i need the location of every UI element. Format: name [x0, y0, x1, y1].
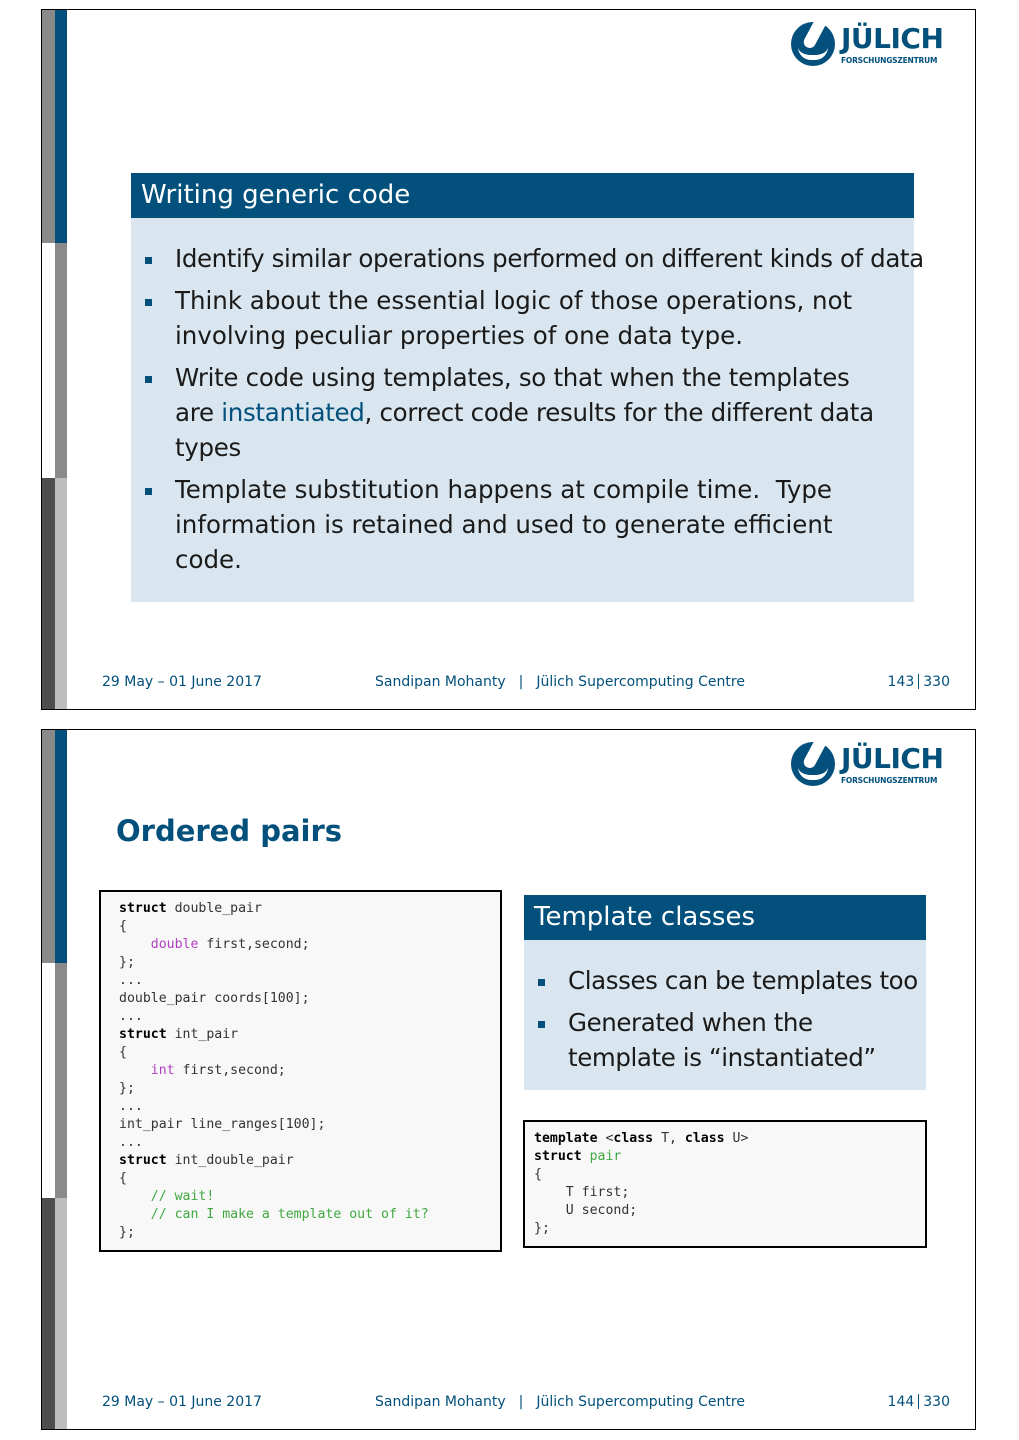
list-item	[524, 1005, 926, 1075]
code-comment-line: // can I make a template out of it?	[119, 1207, 429, 1222]
page-total: 330	[923, 674, 950, 690]
list-item	[131, 241, 924, 276]
bullet-icon	[145, 488, 152, 495]
code-line: ...	[119, 1135, 143, 1150]
block-title: Template classes	[524, 895, 926, 940]
page-current: 143	[887, 674, 915, 690]
bullet-list	[131, 241, 924, 577]
footer-author: Sandipan Mohanty	[375, 674, 506, 690]
code-line: template <class T, class U>	[534, 1131, 749, 1146]
code-line: };	[119, 1081, 135, 1096]
slide-144	[41, 729, 976, 1430]
slide-footer	[42, 673, 975, 691]
bullet-icon	[145, 376, 152, 383]
bullet-icon	[538, 979, 545, 986]
julich-logo-icon	[791, 22, 835, 66]
logo-subtitle: FORSCHUNGSZENTRUM	[841, 776, 938, 785]
footer-author: Sandipan Mohanty	[375, 1394, 506, 1410]
bullet-text: Classes can be templates too	[568, 966, 918, 995]
code-line: ...	[119, 973, 143, 988]
footer-separator: |	[518, 674, 524, 690]
footer-center	[375, 1393, 745, 1411]
code-line: struct int_double_pair	[119, 1153, 294, 1168]
list-item	[524, 963, 926, 998]
bullet-text: Identify similar operations performed on different kinds of data	[175, 244, 924, 273]
frame-title: Ordered pairs	[116, 814, 343, 848]
footer-separator: |	[518, 1394, 524, 1410]
bullet-text: Generated when the template is “instantiated”	[568, 1008, 876, 1072]
code-line: double first,second;	[150, 937, 310, 952]
page-total: 330	[923, 1394, 950, 1410]
slide-footer	[42, 1393, 975, 1411]
slide-edge-decoration	[42, 730, 67, 1429]
code-line: int first,second;	[150, 1063, 286, 1078]
block-writing-generic-code	[131, 173, 924, 602]
code-line: struct pair	[534, 1149, 622, 1164]
code-line: struct double_pair	[119, 901, 262, 916]
julich-logo	[791, 22, 951, 76]
code-line: double_pair coords[100];	[119, 991, 310, 1006]
highlight-instantiated: instantiated	[221, 398, 365, 427]
code-comment-line: // wait!	[119, 1189, 215, 1204]
slide-143	[41, 9, 976, 710]
code-line: U second;	[534, 1203, 638, 1218]
footer-date: 29 May – 01 June 2017	[102, 674, 262, 690]
logo-name: JÜLICH	[841, 742, 944, 775]
bullet-icon	[145, 257, 152, 264]
bullet-text: Think about the essential logic of those operations, not involving peculiar properties of one data type.	[175, 286, 853, 350]
list-item	[131, 360, 914, 465]
bullet-text-before: Write code using templates, so that when the templates are	[175, 363, 850, 427]
bullet-icon	[538, 1021, 545, 1028]
bullet-text: Template substitution happens at compile time. Type information is retained and used to generate efficient code.	[175, 475, 841, 574]
code-line: int_pair line_ranges[100];	[119, 1117, 326, 1132]
code-line: ...	[119, 1099, 143, 1114]
code-line: };	[534, 1221, 550, 1236]
code-listing-pairs	[99, 890, 502, 1252]
julich-logo	[791, 742, 951, 796]
code-line: struct int_pair	[119, 1027, 239, 1042]
bullet-list	[524, 963, 926, 1075]
code-line: };	[119, 955, 135, 970]
footer-date: 29 May – 01 June 2017	[102, 1394, 262, 1410]
footer-org: Jülich Supercomputing Centre	[536, 674, 745, 690]
code-line: };	[119, 1225, 135, 1240]
list-item	[131, 472, 914, 577]
slide-edge-decoration	[42, 10, 67, 709]
block-body	[524, 940, 926, 1090]
block-title: Writing generic code	[131, 173, 914, 218]
code-line: {	[119, 919, 127, 934]
logo-subtitle: FORSCHUNGSZENTRUM	[841, 56, 938, 65]
bullet-text-after: , correct code results for the different data types	[175, 398, 874, 462]
block-body	[131, 218, 924, 602]
code-line: ...	[119, 1009, 143, 1024]
block-template-classes	[524, 895, 926, 1090]
code-line: {	[534, 1167, 542, 1182]
julich-logo-icon	[791, 742, 835, 786]
page-current: 144	[887, 1394, 915, 1410]
code-line: {	[119, 1045, 127, 1060]
code-line: T first;	[534, 1185, 630, 1200]
code-line: {	[119, 1171, 127, 1186]
logo-name: JÜLICH	[841, 22, 944, 55]
bullet-icon	[145, 299, 152, 306]
list-item	[131, 283, 914, 353]
footer-center	[375, 673, 745, 691]
footer-page-number	[888, 1393, 950, 1411]
footer-page-number	[888, 673, 950, 691]
code-listing-template-pair	[523, 1120, 927, 1248]
footer-org: Jülich Supercomputing Centre	[536, 1394, 745, 1410]
